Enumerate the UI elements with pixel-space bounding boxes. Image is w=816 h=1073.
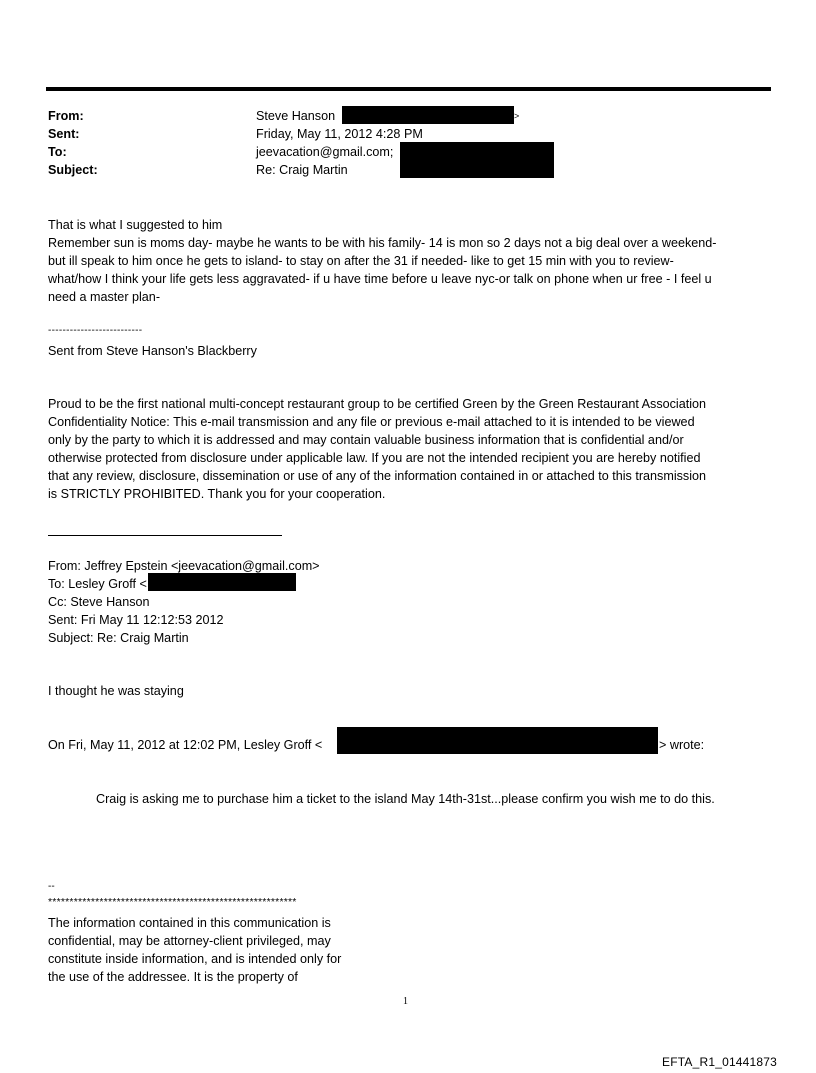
from-label: From: [48, 109, 84, 123]
confidentiality-notice [48, 395, 770, 503]
page-number: 1 [403, 996, 408, 1007]
disclaimer-line: the use of the addressee. It is the property of [48, 970, 298, 984]
quoted-attribution-prefix: On Fri, May 11, 2012 at 12:02 PM, Lesley Groff < [48, 738, 323, 752]
header-rule [46, 87, 771, 91]
message-line: what/how I think your life gets less aggravated- if u have time before u leave nyc-or talk on phone when ur free - I feel u [48, 272, 712, 286]
notice-line: is STRICTLY PROHIBITED. Thank you for your cooperation. [48, 487, 386, 501]
redaction-quoted-to [148, 573, 296, 591]
footer-disclaimer [48, 914, 770, 986]
quoted-separator [48, 535, 282, 536]
disclaimer-line: The information contained in this communication is [48, 916, 331, 930]
quoted-from: From: Jeffrey Epstein <jeevacation@gmail.com> [48, 559, 320, 573]
message-body [48, 216, 770, 306]
message-line: need a master plan- [48, 290, 161, 304]
quoted-attribution-suffix: > wrote: [659, 738, 705, 752]
subject-value: Re: Craig Martin [256, 163, 348, 177]
quoted-to: To: Lesley Groff < [48, 577, 147, 591]
notice-line: Confidentiality Notice: This e-mail transmission and any file or previous e-mail attached to it is intended to be viewed [48, 415, 695, 429]
to-value: jeevacation@gmail.com; [256, 145, 394, 159]
disclaimer-line: constitute inside information, and is intended only for [48, 952, 342, 966]
disclaimer-line: confidential, may be attorney-client privileged, may [48, 934, 331, 948]
sent-label: Sent: [48, 127, 80, 141]
message-line: Remember sun is moms day- maybe he wants to be with his family- 14 is mon so 2 days not a big deal over a weekend- [48, 236, 717, 250]
redaction-attribution [337, 727, 658, 754]
redaction-to [400, 142, 554, 178]
footer-stars: ********************************************************** [48, 896, 297, 908]
redaction-from [342, 106, 514, 124]
quoted-reply: I thought he was staying [48, 684, 184, 698]
from-suffix: > [514, 111, 520, 121]
to-label: To: [48, 145, 67, 159]
quoted-subject: Subject: Re: Craig Martin [48, 631, 189, 645]
nested-message: Craig is asking me to purchase him a ticket to the island May 14th-31st...please confirm you wish me to do this. [96, 792, 715, 806]
from-value: Steve Hanson [256, 109, 336, 123]
document-id: EFTA_R1_01441873 [662, 1055, 778, 1069]
subject-label: Subject: [48, 163, 98, 177]
quoted-cc: Cc: Steve Hanson [48, 595, 150, 609]
message-line: but ill speak to him once he gets to island- to stay on after the 31 if needed- like to get 15 min with you to review- [48, 254, 674, 268]
notice-line: Proud to be the first national multi-concept restaurant group to be certified Green by the Green Restaurant Association [48, 397, 707, 411]
notice-line: only by the party to which it is addressed and may contain valuable business information that is confidential and/or [48, 433, 684, 447]
sent-value: Friday, May 11, 2012 4:28 PM [256, 127, 423, 141]
quoted-sent: Sent: Fri May 11 12:12:53 2012 [48, 613, 224, 627]
notice-line: otherwise protected from disclosure under applicable law. If you are not the intended recipient you are hereby notified [48, 451, 701, 465]
footer-dashes: -- [48, 881, 55, 892]
message-line: That is what I suggested to him [48, 218, 223, 232]
signature-divider: -------------------------- [48, 325, 143, 336]
notice-line: that any review, disclosure, dissemination or use of any of the information contained in or attached to this transmission [48, 469, 707, 483]
signature-sent-from: Sent from Steve Hanson's Blackberry [48, 344, 257, 358]
